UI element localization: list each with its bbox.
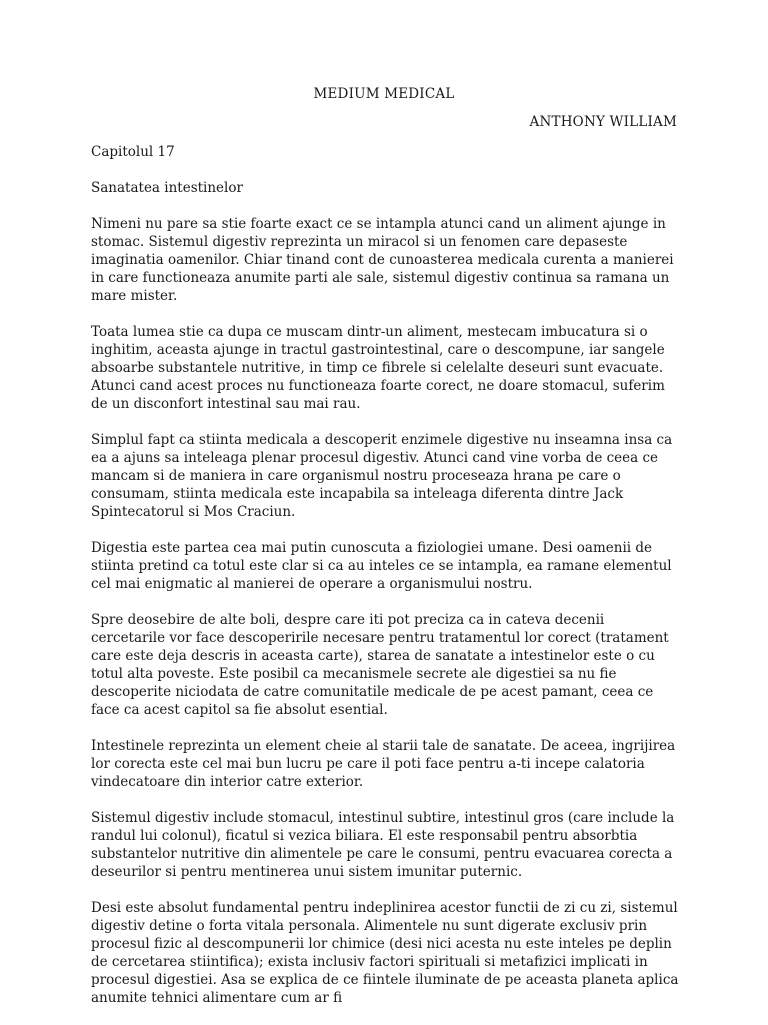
paragraph: Nimeni nu pare sa stie foarte exact ce se intampla atunci cand un aliment ajunge in stomac. Sistemul digestiv reprezinta un miracol si un fenomen care depaseste imaginatia oamenilor. Chiar tinand cont de cunoasterea medicala curenta a manierei in care functioneaza anumite parti ale sale, sistemul digestiv continua sa ramana un mare mister. xyxy=(91,216,674,304)
paragraph: Sistemul digestiv include stomacul, intestinul subtire, intestinul gros (care include la randul lui colonul), ficatul si vezica biliara. El este responsabil pentru absorbtia substantelor nutritive din alimentele pe care le consumi, pentru evacuarea corecta a deseurilor si pentru mentinerea unui sistem imunitar puternic. xyxy=(91,810,675,880)
chapter-heading: Capitolul 17 xyxy=(91,144,175,160)
document-body xyxy=(91,143,681,1025)
paragraph: Spre deosebire de alte boli, despre care iti pot preciza ca in cateva decenii cercetarile vor face descoperirile necesare pentru tratamentul lor corect (tratament care este deja descris in aceasta carte), starea de sanatate a intestinelor este o cu totul alta poveste. Este posibil ca mecanismele secrete ale digestiei sa nu fie descoperite niciodata de catre comunitatile medicale de pe acest pamant, ceea ce face ca acest capitol sa fie absolut esential. xyxy=(91,612,669,718)
paragraph: Toata lumea stie ca dupa ce muscam dintr-un aliment, mestecam imbucatura si o inghitim, aceasta ajunge in tractul gastrointestinal, care o descompune, iar sangele absoarbe substantele nutritive, in timp ce fibrele si celelalte deseuri sunt evacuate. Atunci cand acest proces nu functioneaza foarte corect, ne doare stomacul, suferim de un disconfort intestinal sau mai rau. xyxy=(91,324,665,412)
document-title: MEDIUM MEDICAL xyxy=(313,86,455,102)
paragraph: Intestinele reprezinta un element cheie al starii tale de sanatate. De aceea, ingrijirea lor corecta este cel mai bun lucru pe care il poti face pentru a-ti incepe calatoria vindecatoare din interior catre exterior. xyxy=(91,738,676,790)
paragraph: Digestia este partea cea mai putin cunoscuta a fiziologiei umane. Desi oamenii de stiinta pretind ca totul este clar si ca au inteles ce se intampla, ea ramane elementul cel mai enigmatic al manierei de operare a organismului nostru. xyxy=(91,540,672,592)
document-author: ANTHONY WILLIAM xyxy=(529,114,677,130)
section-title: Sanatatea intestinelor xyxy=(91,180,243,196)
paragraph: Simplul fapt ca stiinta medicala a descoperit enzimele digestive nu inseamna insa ca ea a ajuns sa inteleaga plenar procesul digestiv. Atunci cand vine vorba de ceea ce mancam si de maniera in care organismul nostru proceseaza hrana pe care o consumam, stiinta medicala este incapabila sa inteleaga diferenta dintre Jack Spintecatorul si Mos Craciun. xyxy=(91,432,673,520)
paragraph: Desi este absolut fundamental pentru indeplinirea acestor functii de zi cu zi, sistemul digestiv detine o forta vitala personala. Alimentele nu sunt digerate exclusiv prin procesul fizic al descompunerii lor chimice (desi nici acesta nu este inteles pe deplin de cercetarea stiintifica); exista inclusiv factori spirituali si metafizici implicati in procesul digestiei. Asa se explica de ce fiintele iluminate de pe aceasta planeta aplica anumite tehnici alimentare cum ar fi xyxy=(91,900,679,1006)
